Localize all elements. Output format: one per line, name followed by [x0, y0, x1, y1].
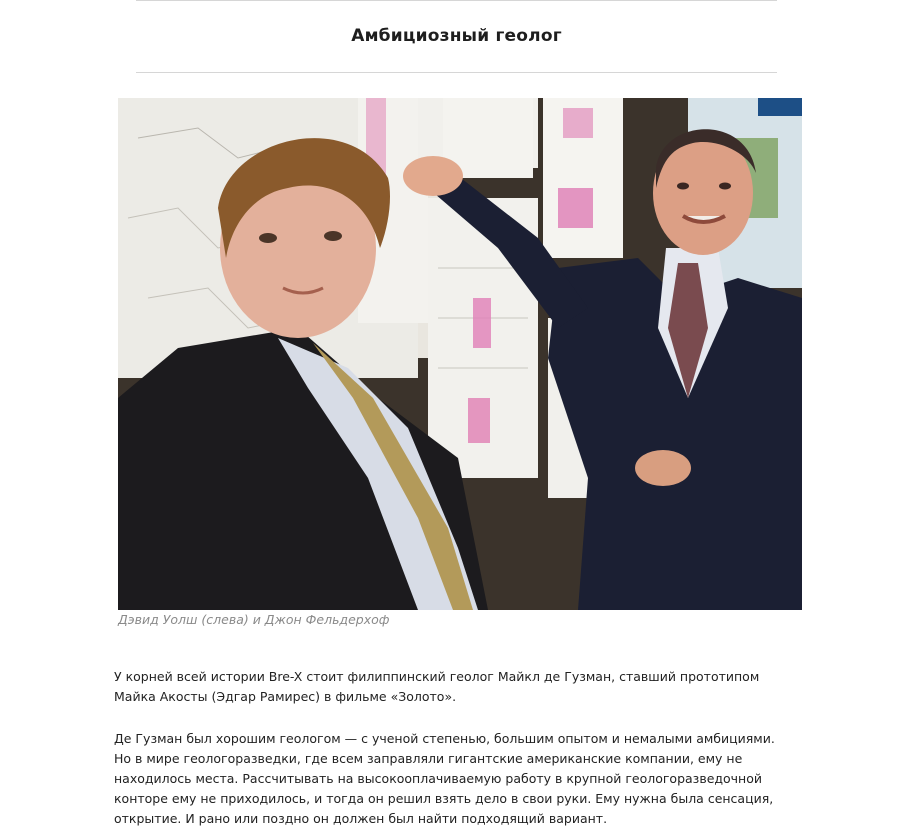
article-photo [118, 98, 802, 610]
paragraph-1: У корней всей истории Bre-X стоит филиппинский геолог Майкл де Гузман, ставший прототипом Майка Акосты (Эдгар Рамирес) в фильме «Золото». [114, 669, 760, 704]
section-heading: Амбициозный геолог [351, 26, 562, 46]
photo-caption: Дэвид Уолш (слева) и Джон Фельдерхоф [118, 612, 390, 627]
heading-divider [136, 72, 777, 73]
top-divider [136, 0, 777, 1]
paragraph-2: Де Гузман был хорошим геологом — с ученой степенью, большим опытом и немалыми амбициями. Но в мире геологоразведки, где всем заправляли гигантские американские компании, ему не находилось места. Рассчитывать на высокооплачиваемую работу в крупной геологоразведочной конторе ему не приходилось, и тогда он решил взять дело в свои руки. Ему нужна была сенсация, открытие. И рано или поздно он должен был найти подходящий вариант. [114, 731, 775, 826]
photo-illustration [118, 98, 802, 610]
